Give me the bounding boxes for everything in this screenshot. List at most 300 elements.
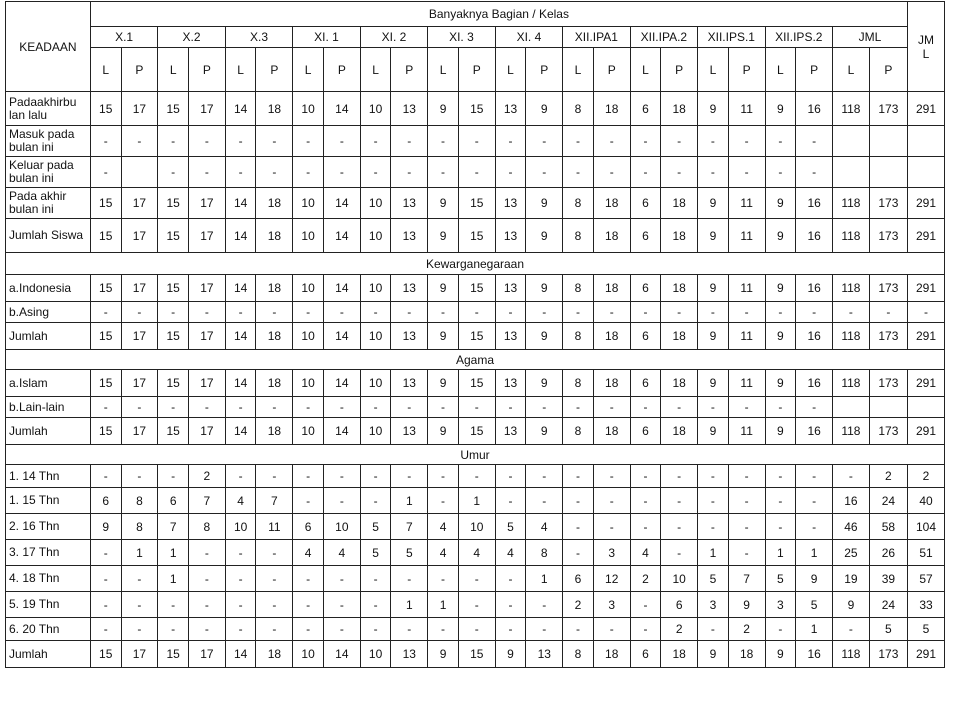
gender-p-header: P: [661, 48, 698, 92]
data-cell: -: [90, 397, 121, 418]
data-cell: -: [225, 465, 256, 488]
data-cell: 14: [225, 370, 256, 397]
data-cell: 16: [833, 488, 870, 514]
data-cell: -: [428, 302, 459, 323]
header-row-title: [6, 2, 945, 27]
data-cell: -: [90, 540, 121, 566]
data-cell: -: [158, 302, 189, 323]
data-cell: -: [158, 397, 189, 418]
data-cell: 14: [323, 188, 360, 219]
data-cell: -: [526, 157, 563, 188]
data-cell: 16: [796, 418, 833, 445]
gender-p-header: P: [869, 48, 907, 92]
data-cell: 6: [630, 418, 661, 445]
data-cell: -: [728, 488, 765, 514]
data-cell: -: [630, 397, 661, 418]
data-cell: 18: [661, 641, 698, 668]
data-row: [6, 275, 945, 302]
data-cell: 9: [698, 370, 729, 397]
data-cell: -: [189, 618, 226, 641]
data-cell: 5: [495, 514, 526, 540]
data-cell: 9: [698, 323, 729, 350]
data-cell: -: [256, 566, 293, 592]
data-cell: 9: [428, 219, 459, 253]
data-cell: -: [293, 157, 324, 188]
data-cell: 18: [661, 323, 698, 350]
data-cell: 16: [796, 641, 833, 668]
data-cell: 9: [765, 418, 796, 445]
data-cell: 9: [428, 418, 459, 445]
data-cell: -: [495, 126, 526, 157]
data-cell: -: [225, 540, 256, 566]
data-cell: 18: [256, 275, 293, 302]
data-cell: 15: [458, 219, 495, 253]
data-cell: 18: [593, 323, 630, 350]
data-cell: -: [495, 465, 526, 488]
data-cell: -: [458, 157, 495, 188]
data-cell: 9: [698, 641, 729, 668]
data-cell: 4: [225, 488, 256, 514]
gender-p-header: P: [189, 48, 226, 92]
data-row: [6, 418, 945, 445]
data-cell: -: [360, 397, 391, 418]
data-cell: -: [428, 157, 459, 188]
data-cell: 17: [189, 641, 226, 668]
data-cell: -: [121, 302, 158, 323]
data-cell: 1: [121, 540, 158, 566]
gender-p-header: P: [121, 48, 158, 92]
data-cell: -: [189, 126, 226, 157]
data-cell: [833, 397, 870, 418]
row-label: a.Islam: [6, 370, 91, 397]
data-cell: -: [563, 465, 594, 488]
data-cell: -: [391, 618, 428, 641]
data-cell: 14: [323, 418, 360, 445]
data-cell: 4: [428, 514, 459, 540]
row-label: Jumlah: [6, 418, 91, 445]
data-cell: 15: [90, 641, 121, 668]
data-cell: 5: [907, 618, 944, 641]
data-cell: 15: [458, 323, 495, 350]
data-row: [6, 465, 945, 488]
data-cell: -: [630, 514, 661, 540]
data-cell: -: [121, 126, 158, 157]
data-cell: 1: [458, 488, 495, 514]
section-title-row: [6, 350, 945, 370]
data-cell: 15: [158, 641, 189, 668]
data-cell: 10: [293, 219, 324, 253]
data-cell: 6: [630, 641, 661, 668]
data-cell: -: [833, 618, 870, 641]
data-cell: -: [90, 566, 121, 592]
data-cell: -: [869, 302, 907, 323]
data-cell: [907, 397, 944, 418]
data-cell: -: [360, 302, 391, 323]
data-cell: 1: [765, 540, 796, 566]
row-label: 3. 17 Thn: [6, 540, 91, 566]
data-cell: -: [90, 126, 121, 157]
data-cell: 2: [907, 465, 944, 488]
data-cell: -: [90, 157, 121, 188]
data-cell: -: [256, 465, 293, 488]
data-cell: 13: [495, 219, 526, 253]
data-cell: -: [121, 397, 158, 418]
data-cell: 10: [360, 188, 391, 219]
data-cell: -: [121, 465, 158, 488]
data-cell: 15: [158, 418, 189, 445]
data-cell: -: [458, 465, 495, 488]
data-cell: 1: [698, 540, 729, 566]
data-row: [6, 188, 945, 219]
header-row-gender: [6, 48, 945, 92]
data-cell: 13: [495, 92, 526, 126]
data-cell: -: [661, 514, 698, 540]
data-cell: -: [563, 157, 594, 188]
data-row: [6, 592, 945, 618]
data-cell: 17: [121, 323, 158, 350]
data-cell: -: [360, 566, 391, 592]
data-cell: -: [256, 157, 293, 188]
data-cell: 9: [698, 92, 729, 126]
data-cell: -: [495, 302, 526, 323]
data-cell: 13: [391, 219, 428, 253]
data-cell: 15: [158, 370, 189, 397]
data-cell: 1: [428, 592, 459, 618]
data-cell: 14: [225, 188, 256, 219]
row-label: Jumlah: [6, 323, 91, 350]
data-cell: -: [630, 592, 661, 618]
data-cell: -: [563, 618, 594, 641]
data-cell: -: [698, 157, 729, 188]
data-cell: -: [907, 302, 944, 323]
gender-p-header: P: [593, 48, 630, 92]
data-cell: 9: [698, 418, 729, 445]
data-cell: 9: [428, 275, 459, 302]
data-cell: -: [391, 126, 428, 157]
data-cell: 291: [907, 370, 944, 397]
data-cell: 16: [796, 188, 833, 219]
data-cell: 6: [630, 188, 661, 219]
row-label: 1. 15 Thn: [6, 488, 91, 514]
data-cell: -: [495, 157, 526, 188]
data-cell: 291: [907, 323, 944, 350]
data-cell: 14: [323, 641, 360, 668]
data-cell: 25: [833, 540, 870, 566]
data-cell: [869, 397, 907, 418]
data-cell: 6: [158, 488, 189, 514]
data-cell: 9: [526, 275, 563, 302]
student-report-table: [5, 1, 945, 668]
data-cell: 11: [728, 275, 765, 302]
data-cell: 4: [495, 540, 526, 566]
data-cell: 17: [121, 219, 158, 253]
data-cell: 18: [661, 219, 698, 253]
gender-p-header: P: [728, 48, 765, 92]
data-cell: -: [256, 302, 293, 323]
gender-p-header: P: [391, 48, 428, 92]
data-cell: -: [698, 618, 729, 641]
data-cell: -: [225, 126, 256, 157]
data-cell: -: [661, 126, 698, 157]
data-cell: 9: [428, 92, 459, 126]
data-cell: 17: [121, 275, 158, 302]
class-header: X.1: [90, 27, 157, 48]
data-cell: 10: [360, 323, 391, 350]
data-cell: 17: [121, 418, 158, 445]
data-cell: 17: [189, 275, 226, 302]
gender-l-header: L: [765, 48, 796, 92]
data-cell: -: [293, 302, 324, 323]
data-cell: -: [563, 302, 594, 323]
data-cell: -: [765, 302, 796, 323]
data-cell: 8: [121, 488, 158, 514]
data-cell: 39: [869, 566, 907, 592]
gender-l-header: L: [630, 48, 661, 92]
data-cell: 10: [323, 514, 360, 540]
data-cell: 8: [563, 219, 594, 253]
class-header: XII.IPS.1: [698, 27, 765, 48]
data-cell: -: [90, 592, 121, 618]
data-cell: 1: [526, 566, 563, 592]
data-cell: 9: [526, 323, 563, 350]
data-cell: 8: [563, 370, 594, 397]
data-cell: -: [458, 126, 495, 157]
data-cell: -: [833, 465, 870, 488]
data-cell: -: [495, 397, 526, 418]
data-cell: 9: [526, 370, 563, 397]
data-cell: 9: [526, 418, 563, 445]
data-cell: -: [225, 618, 256, 641]
data-cell: -: [728, 540, 765, 566]
data-cell: 18: [593, 418, 630, 445]
data-cell: -: [121, 618, 158, 641]
data-cell: -: [796, 126, 833, 157]
data-cell: -: [225, 397, 256, 418]
data-cell: 173: [869, 275, 907, 302]
data-cell: 8: [563, 92, 594, 126]
data-cell: 17: [189, 219, 226, 253]
data-cell: [907, 157, 944, 188]
data-cell: 291: [907, 418, 944, 445]
data-cell: -: [698, 397, 729, 418]
data-cell: 9: [765, 370, 796, 397]
data-cell: 9: [526, 188, 563, 219]
data-row: [6, 370, 945, 397]
data-row: [6, 488, 945, 514]
data-row: [6, 157, 945, 188]
data-cell: [907, 126, 944, 157]
data-cell: 51: [907, 540, 944, 566]
total-jml-header: [907, 2, 944, 92]
data-cell: 18: [661, 188, 698, 219]
class-header: XII.IPA1: [563, 27, 630, 48]
data-cell: 15: [90, 275, 121, 302]
data-cell: 13: [495, 418, 526, 445]
data-cell: 58: [869, 514, 907, 540]
data-cell: -: [121, 566, 158, 592]
row-label: Padaakhirbu lan lalu: [6, 92, 91, 126]
class-header: XII.IPA.2: [630, 27, 697, 48]
data-cell: -: [428, 488, 459, 514]
data-cell: 173: [869, 641, 907, 668]
data-cell: -: [189, 157, 226, 188]
data-cell: 1: [796, 618, 833, 641]
data-cell: 10: [293, 323, 324, 350]
data-cell: 13: [526, 641, 563, 668]
data-cell: -: [796, 157, 833, 188]
data-cell: -: [293, 592, 324, 618]
data-cell: -: [526, 592, 563, 618]
data-cell: -: [293, 397, 324, 418]
data-cell: 7: [189, 488, 226, 514]
data-cell: -: [428, 126, 459, 157]
data-cell: -: [256, 540, 293, 566]
data-cell: 18: [728, 641, 765, 668]
data-cell: [833, 157, 870, 188]
data-cell: -: [360, 157, 391, 188]
data-cell: 15: [458, 188, 495, 219]
data-cell: 15: [158, 275, 189, 302]
data-cell: 16: [796, 275, 833, 302]
data-cell: 10: [360, 275, 391, 302]
data-cell: 11: [728, 188, 765, 219]
data-cell: 11: [256, 514, 293, 540]
data-cell: -: [526, 397, 563, 418]
data-cell: 13: [495, 275, 526, 302]
data-cell: 18: [593, 641, 630, 668]
data-cell: 13: [495, 323, 526, 350]
data-cell: 9: [765, 323, 796, 350]
data-cell: 8: [563, 323, 594, 350]
data-cell: 24: [869, 592, 907, 618]
row-label: 4. 18 Thn: [6, 566, 91, 592]
data-cell: 15: [90, 418, 121, 445]
data-cell: 15: [458, 370, 495, 397]
data-cell: -: [630, 126, 661, 157]
class-header: XI. 3: [428, 27, 495, 48]
row-label: Jumlah: [6, 641, 91, 668]
data-cell: 9: [428, 370, 459, 397]
data-cell: -: [593, 157, 630, 188]
data-cell: -: [630, 488, 661, 514]
data-cell: 18: [661, 418, 698, 445]
data-cell: -: [458, 566, 495, 592]
data-cell: -: [189, 592, 226, 618]
data-cell: -: [728, 302, 765, 323]
section-title-row: [6, 445, 945, 465]
data-cell: 9: [428, 323, 459, 350]
data-cell: 10: [360, 418, 391, 445]
row-label: Masuk pada bulan ini: [6, 126, 91, 157]
data-cell: 26: [869, 540, 907, 566]
data-cell: -: [323, 465, 360, 488]
data-cell: -: [765, 157, 796, 188]
data-row: [6, 566, 945, 592]
data-cell: 173: [869, 92, 907, 126]
data-cell: 17: [121, 370, 158, 397]
gender-l-header: L: [90, 48, 121, 92]
data-cell: 17: [189, 92, 226, 126]
data-cell: 9: [765, 188, 796, 219]
data-cell: 173: [869, 188, 907, 219]
row-label: a.Indonesia: [6, 275, 91, 302]
data-cell: 15: [158, 92, 189, 126]
data-cell: -: [698, 465, 729, 488]
data-cell: 18: [593, 188, 630, 219]
data-cell: -: [189, 566, 226, 592]
data-cell: -: [256, 126, 293, 157]
data-cell: -: [563, 540, 594, 566]
data-cell: 15: [90, 323, 121, 350]
data-cell: -: [323, 592, 360, 618]
data-cell: 9: [728, 592, 765, 618]
data-cell: 15: [458, 92, 495, 126]
class-header: XII.IPS.2: [765, 27, 832, 48]
data-cell: 173: [869, 370, 907, 397]
data-cell: -: [526, 302, 563, 323]
section-title: Umur: [6, 445, 945, 465]
data-cell: 5: [869, 618, 907, 641]
data-cell: 9: [765, 92, 796, 126]
data-cell: 18: [661, 370, 698, 397]
data-cell: 17: [121, 92, 158, 126]
data-cell: -: [765, 488, 796, 514]
data-cell: 18: [593, 92, 630, 126]
total-jml-label: JM L: [917, 32, 934, 61]
data-cell: 14: [225, 219, 256, 253]
data-row: [6, 92, 945, 126]
gender-l-header: L: [158, 48, 189, 92]
data-cell: -: [189, 302, 226, 323]
data-cell: 118: [833, 370, 870, 397]
header-row-classes: [6, 27, 945, 48]
data-cell: 2: [563, 592, 594, 618]
data-row: [6, 323, 945, 350]
data-cell: 4: [526, 514, 563, 540]
data-cell: 6: [630, 219, 661, 253]
data-cell: -: [293, 618, 324, 641]
data-cell: 10: [225, 514, 256, 540]
data-cell: -: [698, 302, 729, 323]
data-cell: -: [293, 126, 324, 157]
data-cell: 5: [391, 540, 428, 566]
data-cell: -: [428, 397, 459, 418]
data-cell: -: [189, 540, 226, 566]
data-cell: -: [526, 126, 563, 157]
data-row: [6, 618, 945, 641]
data-cell: 11: [728, 323, 765, 350]
data-cell: 10: [293, 275, 324, 302]
data-cell: 6: [630, 370, 661, 397]
data-cell: 46: [833, 514, 870, 540]
data-cell: 16: [796, 323, 833, 350]
data-cell: 15: [90, 370, 121, 397]
data-cell: 8: [563, 275, 594, 302]
gender-l-header: L: [833, 48, 870, 92]
data-cell: 2: [189, 465, 226, 488]
data-cell: 11: [728, 92, 765, 126]
data-row: [6, 540, 945, 566]
data-row: [6, 219, 945, 253]
data-cell: -: [593, 302, 630, 323]
data-cell: -: [158, 157, 189, 188]
data-cell: -: [391, 157, 428, 188]
data-cell: 1: [796, 540, 833, 566]
data-cell: 18: [256, 370, 293, 397]
data-cell: -: [495, 618, 526, 641]
data-cell: 10: [293, 92, 324, 126]
data-cell: 18: [661, 92, 698, 126]
